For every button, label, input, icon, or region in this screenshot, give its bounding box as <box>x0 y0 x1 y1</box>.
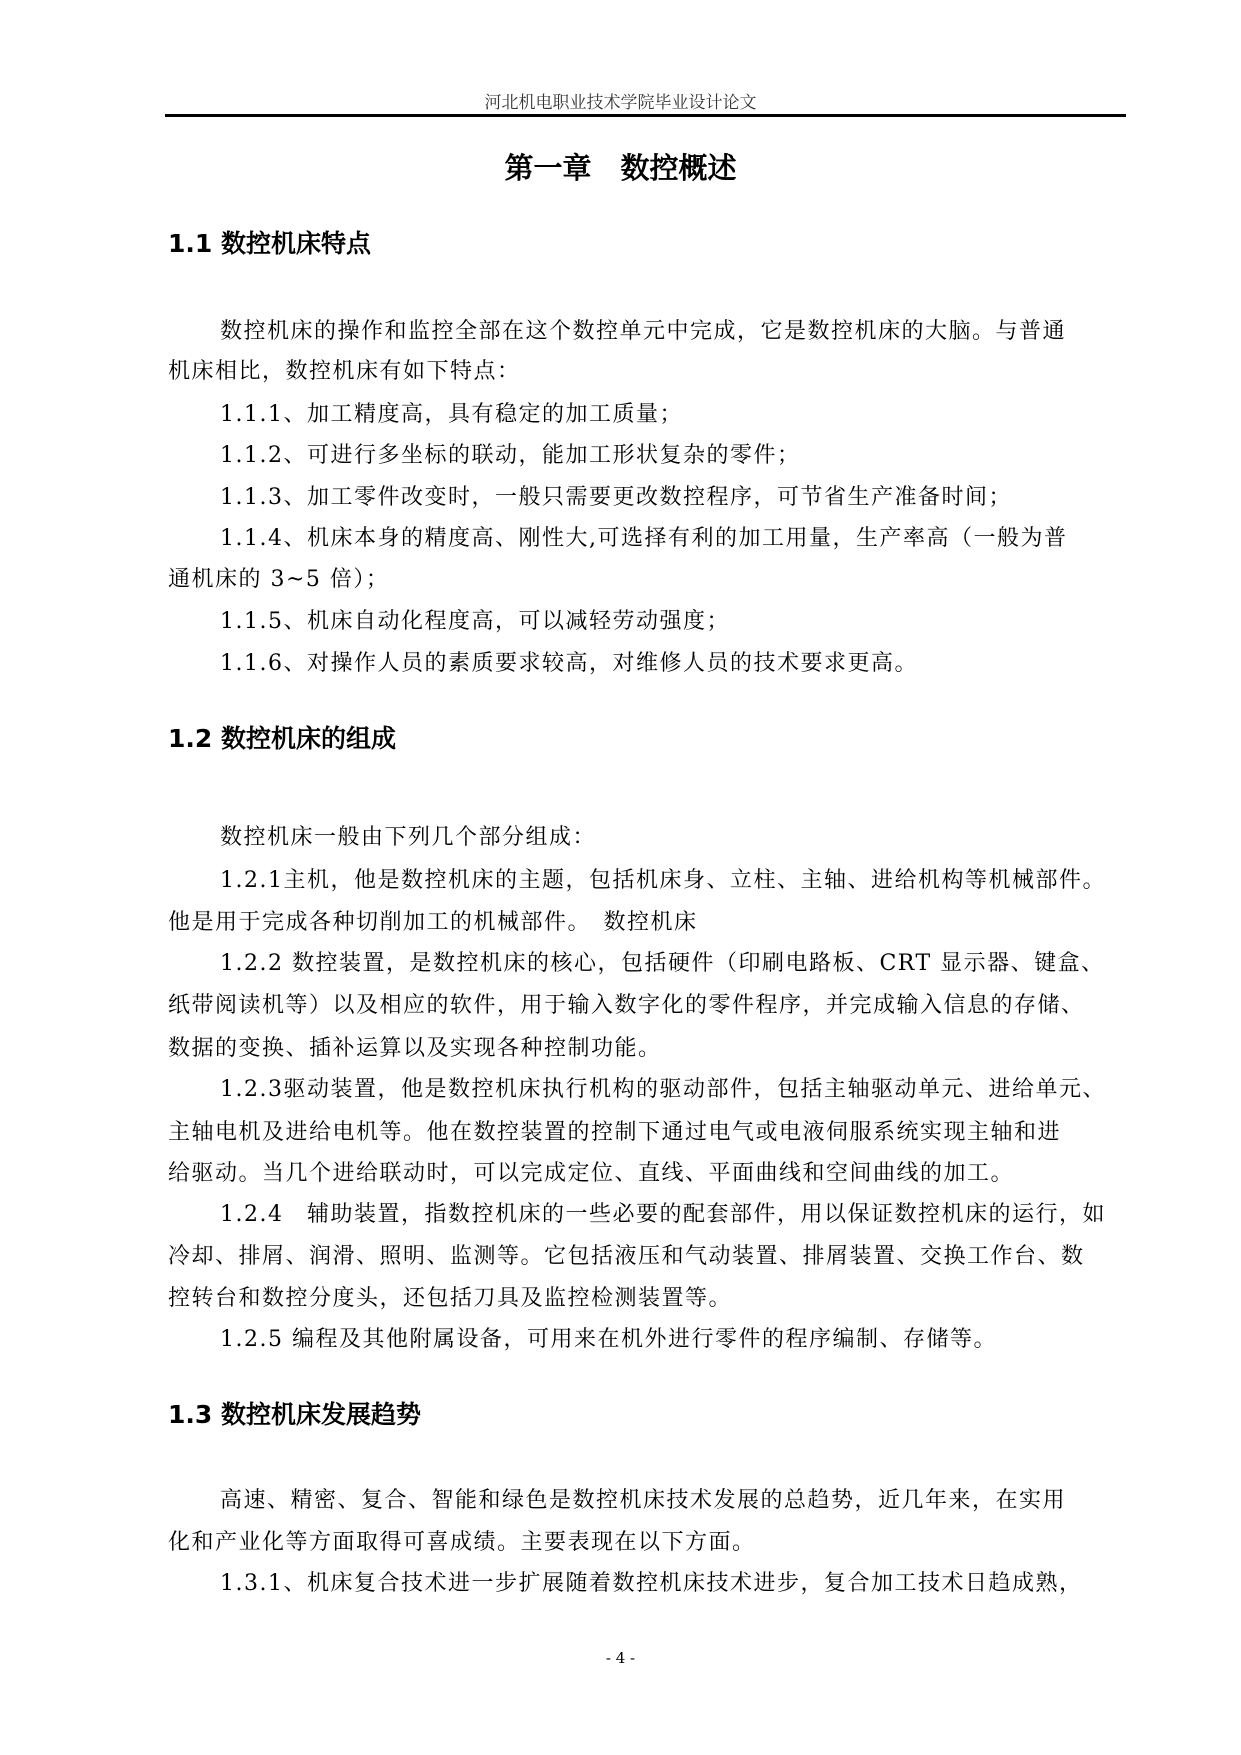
paragraph-line: 数控机床的操作和监控全部在这个数控单元中完成，它是数控机床的大脑。与普通 <box>220 319 1067 344</box>
paragraph-line: 数控机床一般由下列几个部分组成： <box>220 825 597 850</box>
paragraph-line: 1.1.6、对操作人员的素质要求较高，对维修人员的技术要求更高。 <box>220 651 918 676</box>
paragraph-line: 化和产业化等方面取得可喜成绩。主要表现在以下方面。 <box>168 1530 756 1555</box>
section-heading: 1.3 数控机床发展趋势 <box>168 1400 421 1429</box>
section-heading: 1.2 数控机床的组成 <box>168 724 396 753</box>
paragraph-line: 机床相比，数控机床有如下特点： <box>168 359 521 384</box>
header-rule <box>165 114 1126 117</box>
paragraph-line: 数据的变换、插补运算以及实现各种控制功能。 <box>168 1036 662 1061</box>
paragraph-line: 主轴电机及进给电机等。他在数控装置的控制下通过电气或电液伺服系统实现主轴和进 <box>168 1120 1062 1145</box>
paragraph-line: 冷却、排屑、润滑、照明、监测等。它包括液压和气动装置、排屑装置、交换工作台、数 <box>168 1244 1085 1269</box>
paragraph-line: 他是用于完成各种切削加工的机械部件。 数控机床 <box>168 910 698 935</box>
paragraph-line: 1.1.4、机床本身的精度高、刚性大,可选择有利的加工用量，生产率高（一般为普 <box>220 526 1068 551</box>
paragraph-line: 1.2.4 辅助装置，指数控机床的一些必要的配套部件，用以保证数控机床的运行，如 <box>220 1202 1106 1227</box>
paragraph-line: 高速、精密、复合、智能和绿色是数控机床技术发展的总趋势，近几年来，在实用 <box>220 1488 1067 1513</box>
paragraph-line: 给驱动。当几个进给联动时，可以完成定位、直线、平面曲线和空间曲线的加工。 <box>168 1161 1015 1186</box>
paragraph-line: 1.2.1主机，他是数控机床的主题，包括机床身、立柱、主轴、进给机构等机械部件。 <box>220 868 1106 893</box>
paragraph-line: 1.3.1、机床复合技术进一步扩展随着数控机床技术进步，复合加工技术日趋成熟， <box>220 1571 1083 1596</box>
paragraph-line: 纸带阅读机等）以及相应的软件，用于输入数字化的零件程序，并完成输入信息的存储、 <box>168 993 1085 1018</box>
paragraph-line: 1.1.1、加工精度高，具有稳定的加工质量； <box>220 402 683 427</box>
paragraph-line: 1.1.5、机床自动化程度高，可以减轻劳动强度； <box>220 609 730 634</box>
page-number: - 4 - <box>605 1649 636 1667</box>
running-header: 河北机电职业技术学院毕业设计论文 <box>484 93 757 113</box>
paragraph-line: 通机床的 3~5 倍）； <box>168 567 390 592</box>
paragraph-line: 1.2.3驱动装置，他是数控机床执行机构的驱动部件，包括主轴驱动单元、进给单元、 <box>220 1077 1106 1102</box>
paragraph-line: 1.1.2、可进行多坐标的联动，能加工形状复杂的零件； <box>220 443 801 468</box>
chapter-title: 第一章 数控概述 <box>504 151 737 185</box>
paragraph-line: 1.2.2 数控装置，是数控机床的核心，包括硬件（印刷电路板、CRT 显示器、键盒、 <box>220 951 1105 976</box>
section-heading: 1.1 数控机床特点 <box>168 229 371 258</box>
paragraph-line: 控转台和数控分度头，还包括刀具及监控检测装置等。 <box>168 1286 733 1311</box>
paragraph-line: 1.2.5 编程及其他附属设备，可用来在机外进行零件的程序编制、存储等。 <box>220 1327 997 1352</box>
paragraph-line: 1.1.3、加工零件改变时，一般只需要更改数控程序，可节省生产准备时间； <box>220 485 1012 510</box>
